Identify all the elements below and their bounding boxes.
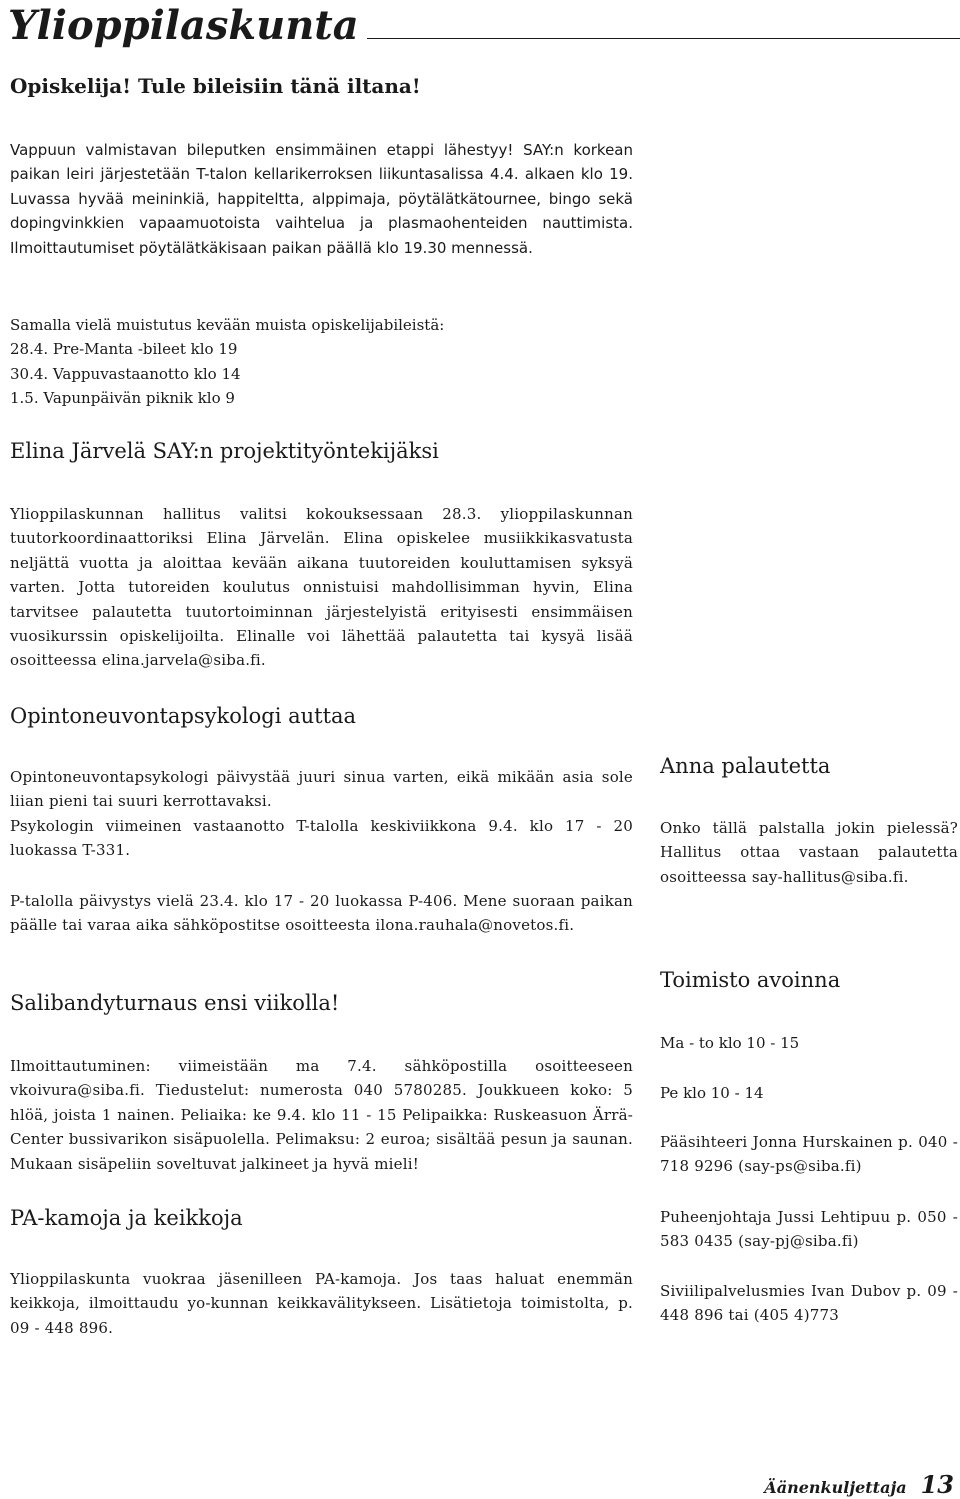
article-psychologist-body <box>10 765 633 863</box>
article-paragraph: Opintoneuvontapsykologi päivystää juuri sinua varten, eikä mikään asia sole liian pieni tai suuri kerrottavaksi. <box>10 768 633 811</box>
article-project-worker-heading <box>10 437 633 465</box>
article-pa-body <box>10 1267 633 1340</box>
contact-chair <box>660 1205 958 1254</box>
office-hours-friday <box>660 1081 958 1105</box>
article-paragraph: P-talolla päivystys vielä 23.4. klo 17 - 20 luokassa P-406. Mene suoraan paikan päälle tai varaa aika sähköpostitse osoitteesta ilona.rauhala@novetos.fi. <box>10 892 633 935</box>
article-floorball-body <box>10 1054 633 1176</box>
contact-paragraph: Puheenjohtaja Jussi Lehtipuu p. 050 - 583 0435 (say-pj@siba.fi) <box>660 1208 958 1251</box>
section-title: Ylioppilaskunta <box>8 2 359 49</box>
article-project-worker-body <box>10 502 633 673</box>
sidebar-feedback-body <box>660 816 958 889</box>
contact-secretary <box>660 1130 958 1179</box>
events-intro: Samalla vielä muistutus kevään muista opiskelijabileistä: <box>10 316 445 334</box>
event-item: 30.4. Vappuvastaanotto klo 14 <box>10 364 241 383</box>
sidebar-office-heading <box>660 966 958 994</box>
contact-paragraph: Siviilipalvelusmies Ivan Dubov p. 09 - 448 896 tai (405 4)773 <box>660 1282 958 1325</box>
article-heading: Opiskelija! Tule bileisiin tänä iltana! <box>10 74 421 98</box>
article-floorball-heading <box>10 989 633 1017</box>
sidebar-heading: Anna palautetta <box>660 754 831 778</box>
article-psychologist-heading <box>10 702 633 730</box>
masthead <box>8 0 960 48</box>
article-party <box>10 72 633 100</box>
article-paragraph: Ilmoittautuminen: viimeistään ma 7.4. sähköpostilla osoitteeseen vkoivura@siba.fi. Tiedustelut: numerosta 040 5780285. Joukkueen koko: 5 hlöä, joista 1 nainen. Peliaika: ke 9.4. klo 11 - 15 Pelipaikka: Ruskeasuon Ärrä-Center bussivarikon sisäpuolella. Pelimaksu: 2 euroa; sisältää pesun ja saunan. Mukaan sisäpeliin soveltuvat jalkineet ja hyvä mieli! <box>10 1057 633 1173</box>
article-paragraph: Vappuun valmistavan bileputken ensimmäinen etappi lähestyy! SAY:n korkean paikan leiri järjestetään T-talon kellarikerroksen liikuntasalissa 4.4. alkaen klo 19. Luvassa hyvää meininkiä, happiteltta, alppimaja, pöytälätkätournee, bingo sekä dopingvinkkien vapaamuotoista vaihtelua ja plasmaohenteiden nauttimista. Ilmoittautumiset pöytälätkäkisaan paikan päällä klo 19.30 mennessä. <box>10 141 633 257</box>
contact-paragraph: Pääsihteeri Jonna Hurskainen p. 040 - 718 9296 (say-ps@siba.fi) <box>660 1133 958 1176</box>
event-item: 28.4. Pre-Manta -bileet klo 19 <box>10 340 238 359</box>
sidebar-heading: Toimisto avoinna <box>660 968 841 992</box>
article-psychologist-extra <box>10 889 633 938</box>
office-hours-line: Pe klo 10 - 14 <box>660 1084 764 1102</box>
article-paragraph: Psykologin viimeinen vastaanotto T-talolla keskiviikkona 9.4. klo 17 - 20 luokassa T-331. <box>10 816 633 860</box>
sidebar-feedback-heading <box>660 752 958 780</box>
office-hours <box>660 1031 958 1055</box>
event-reminders <box>10 313 633 411</box>
publication-name: Äänenkuljettaja <box>764 1478 907 1497</box>
article-paragraph: Ylioppilaskunnan hallitus valitsi kokouksessaan 28.3. ylioppilaskunnan tuutorkoordinaattoriksi Elina Järvelän. Elina opiskelee musiikkikasvatusta neljättä vuotta ja aloittaa kevään aikana tuutoreiden kouluttamisen syksyä varten. Jotta tutoreiden koulutus onnistuisi mahdollisimman hyvin, Elina tarvitsee palautetta tuutortoiminnan järjestelyistä erityisesti ensimmäisen vuosikurssin opiskelijoilta. Elinalle voi lähettää palautetta tai kysyä lisää osoitteessa elina.jarvela@siba.fi. <box>10 505 633 670</box>
sidebar-paragraph: Onko tällä palstalla jokin pielessä? Hallitus ottaa vastaan palautetta osoitteessa say-hallitus@siba.fi. <box>660 819 958 886</box>
article-paragraph: Ylioppilaskunta vuokraa jäsenilleen PA-kamoja. Jos taas haluat enemmän keikkoja, ilmoittaudu yo-kunnan keikkavälitykseen. Lisätietoja toimistolta, p. 09 - 448 896. <box>10 1270 633 1337</box>
article-heading: Opintoneuvontapsykologi auttaa <box>10 704 357 728</box>
event-item: 1.5. Vapunpäivän piknik klo 9 <box>10 389 235 408</box>
contact-civil-servant <box>660 1279 958 1328</box>
article-heading: PA-kamoja ja keikkoja <box>10 1206 243 1230</box>
article-party-body <box>10 138 633 260</box>
article-heading: Elina Järvelä SAY:n projektityöntekijäksi <box>10 439 439 463</box>
article-pa-heading <box>10 1204 633 1232</box>
article-heading: Salibandyturnaus ensi viikolla! <box>10 991 340 1015</box>
page-footer <box>764 1470 954 1499</box>
office-hours-line: Ma - to klo 10 - 15 <box>660 1034 800 1052</box>
page-number: 13 <box>920 1470 954 1499</box>
title-rule <box>367 38 960 39</box>
